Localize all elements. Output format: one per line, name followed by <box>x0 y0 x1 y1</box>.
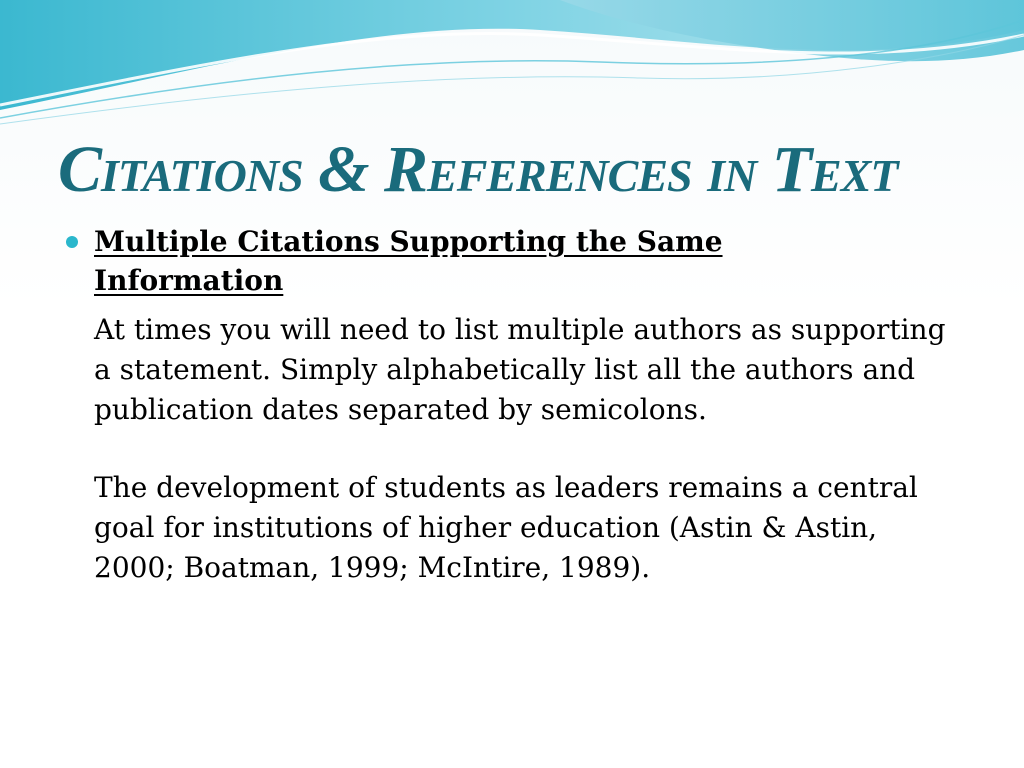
bullet-heading: Multiple Citations Supporting the Same Information <box>94 225 723 297</box>
slide-title: Citations & References in Text <box>58 133 898 206</box>
bullet-item <box>60 222 960 588</box>
bullet-paragraph: At times you will need to list multiple authors as supporting a statement. Simply alphabetically list all the authors and publication dates separated by semicolons. <box>94 313 946 426</box>
citation-example: The development of students as leaders remains a central goal for institutions of higher education (Astin & Astin, 2000; Boatman, 1999; McIntire, 1989). <box>94 471 918 584</box>
bullet-icon <box>66 236 78 248</box>
wave-header-decoration <box>0 0 1024 130</box>
slide-content <box>60 222 960 588</box>
